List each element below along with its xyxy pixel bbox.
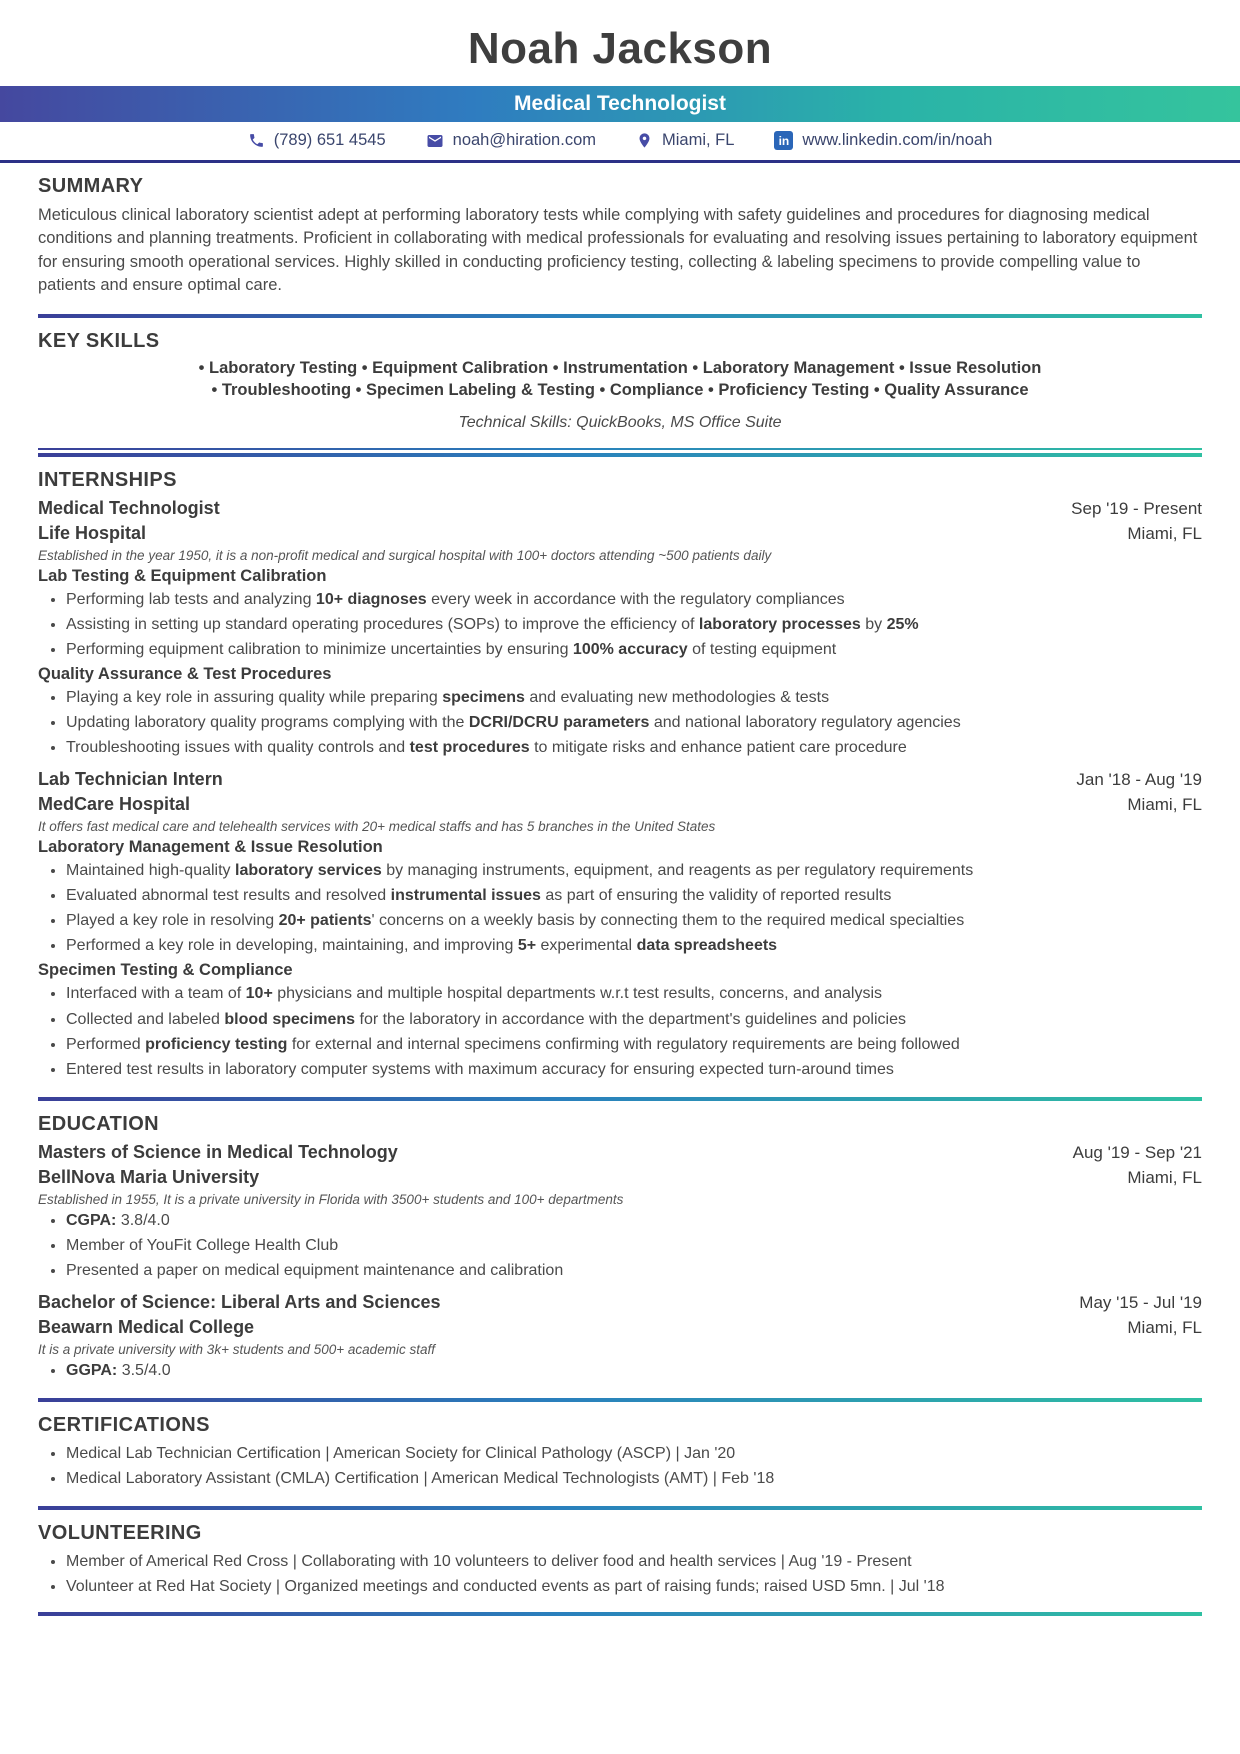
entry-location: Miami, FL	[1127, 1167, 1202, 1187]
section-divider	[38, 453, 1202, 457]
bullet-item: • Updating laboratory quality programs complying with the DCRI/DCRU parameters and national laboratory regulatory agencies	[66, 712, 1202, 734]
entry-org-row	[38, 794, 1202, 815]
entry-groups	[38, 1360, 1202, 1382]
skills-line-2: • Troubleshooting • Specimen Labeling & Testing • Compliance • Proficiency Testing • Quality Assurance	[211, 380, 1029, 399]
person-name: Noah Jackson	[467, 24, 773, 73]
education-heading: EDUCATION	[38, 1112, 160, 1135]
bullet-list	[38, 687, 1202, 759]
entry-groups	[38, 838, 1202, 1081]
section-divider	[38, 1097, 1202, 1101]
entry-dates: Sep '19 - Present	[1071, 498, 1202, 518]
linkedin-icon: in	[774, 131, 793, 150]
internships-heading: INTERNSHIPS	[38, 468, 177, 491]
volunteering-heading: VOLUNTEERING	[38, 1522, 202, 1545]
section-volunteering	[38, 1522, 1202, 1598]
education-entry	[38, 1142, 1202, 1282]
resume-body	[0, 175, 1240, 1616]
location-text: Miami, FL	[661, 131, 735, 149]
internship-entry	[38, 769, 1202, 1081]
internship-entries	[38, 498, 1202, 1081]
entry-location: Miami, FL	[1127, 523, 1202, 543]
job-title: Medical Technologist	[514, 92, 726, 115]
section-divider	[38, 1398, 1202, 1402]
location-contact	[636, 131, 734, 150]
bullet-item: • Collected and labeled blood specimens for the laboratory in accordance with the department's guidelines and policies	[66, 1009, 1202, 1031]
education-entries	[38, 1142, 1202, 1382]
phone-contact[interactable]	[248, 131, 386, 150]
bullet-list	[38, 860, 1202, 957]
bullet-item: • Performed proficiency testing for external and internal specimens confirming with regulatory requirements are being followed	[66, 1034, 1202, 1056]
entry-location: Miami, FL	[1127, 1318, 1202, 1338]
entry-title-row	[38, 769, 1202, 790]
bullet-list	[38, 1360, 1202, 1382]
section-divider	[38, 1612, 1202, 1616]
entry-title-row	[38, 498, 1202, 519]
header-rule	[0, 160, 1240, 163]
bullet-item: • Playing a key role in assuring quality while preparing specimens and evaluating new methodologies & tests	[66, 687, 1202, 709]
bullet-item: • Presented a paper on medical equipment maintenance and calibration	[66, 1260, 1202, 1282]
bullet-item: • Entered test results in laboratory computer systems with maximum accuracy for ensuring expected turn-around times	[66, 1059, 1202, 1081]
bullet-item: • Troubleshooting issues with quality controls and test procedures to mitigate risks and enhance patient care procedure	[66, 737, 1202, 759]
entry-dates: Jan '18 - Aug '19	[1076, 770, 1202, 790]
bullet-item: • Performing lab tests and analyzing 10+ diagnoses every week in accordance with the regulatory compliances	[66, 589, 1202, 611]
section-summary	[38, 175, 1202, 298]
entry-title-row	[38, 1142, 1202, 1163]
internship-entry	[38, 498, 1202, 759]
bullet-item: • Medical Laboratory Assistant (CMLA) Certification | American Medical Technologists (AMT) | Feb '18	[66, 1468, 1202, 1490]
section-internships	[38, 469, 1202, 1081]
entry-org-row	[38, 523, 1202, 544]
certifications-heading: CERTIFICATIONS	[38, 1414, 210, 1437]
entry-title-row	[38, 1292, 1202, 1313]
bullet-list	[38, 589, 1202, 661]
entry-groups	[38, 567, 1202, 759]
divider-thin	[38, 448, 1202, 450]
section-divider	[38, 314, 1202, 318]
section-key-skills	[38, 330, 1202, 432]
entry-organization: BellNova Maria University	[38, 1166, 260, 1187]
entry-organization: Beawarn Medical College	[38, 1317, 255, 1338]
bullet-item: • Performing equipment calibration to minimize uncertainties by ensuring 100% accuracy of testing equipment	[66, 639, 1202, 661]
entry-dates: Aug '19 - Sep '21	[1072, 1142, 1202, 1162]
linkedin-url: www.linkedin.com/in/noah	[802, 131, 993, 149]
skills-line-1: • Laboratory Testing • Equipment Calibration • Instrumentation • Laboratory Management • Issue Resolution	[198, 358, 1042, 377]
bullet-item: • Played a key role in resolving 20+ patients' concerns on a weekly basis by connecting them to the required medical specialties	[66, 910, 1202, 932]
bullet-item: • Volunteer at Red Hat Society | Organized meetings and conducted events as part of raising funds; raised USD 5mn. | Jul '18	[66, 1576, 1202, 1598]
email-contact[interactable]	[426, 131, 596, 150]
section-education	[38, 1113, 1202, 1382]
bullet-item: • Evaluated abnormal test results and resolved instrumental issues as part of ensuring the validity of reported results	[66, 885, 1202, 907]
bullet-group-title: Quality Assurance & Test Procedures	[38, 664, 332, 683]
bullet-group-title: Laboratory Management & Issue Resolution	[38, 838, 383, 857]
technical-skills: Technical Skills: QuickBooks, MS Office Suite	[458, 413, 782, 431]
bullet-item: • Member of YouFit College Health Club	[66, 1235, 1202, 1257]
entry-description: Established in 1955, It is a private university in Florida with 3500+ students and 100+ departments	[38, 1191, 624, 1207]
entry-org-row	[38, 1317, 1202, 1338]
section-divider	[38, 1506, 1202, 1510]
contact-row	[0, 122, 1240, 160]
phone-number: (789) 651 4545	[273, 131, 386, 149]
title-banner	[0, 86, 1240, 122]
entry-groups	[38, 1210, 1202, 1282]
certifications-list	[38, 1443, 1202, 1490]
education-entry	[38, 1292, 1202, 1382]
summary-text: Meticulous clinical laboratory scientist adept at performing laboratory tests while complying with safety guidelines and procedures for diagnosing medical conditions and planning treatments. Proficient in collaborating with medical professionals for evaluating and resolving issues pertaining to laboratory equipment for ensuring smooth operational services. Highly skilled in conducting proficiency testing, collecting & labeling specimens to provide compelling value to patients and ensure optimal care.	[38, 206, 1198, 295]
bullet-item: • Member of Americal Red Cross | Collaborating with 10 volunteers to deliver food and health services | Aug '19 - Present	[66, 1551, 1202, 1573]
bullet-item: • CGPA: 3.8/4.0	[66, 1210, 1202, 1232]
volunteering-list	[38, 1551, 1202, 1598]
bullet-group-title: Specimen Testing & Compliance	[38, 961, 293, 980]
bullet-item: • Assisting in setting up standard operating procedures (SOPs) to improve the efficiency of laboratory processes by 25%	[66, 614, 1202, 636]
bullet-group-title: Lab Testing & Equipment Calibration	[38, 566, 327, 585]
bullet-item: • Interfaced with a team of 10+ physicians and multiple hospital departments w.r.t test results, concerns, and analysis	[66, 983, 1202, 1005]
key-skills-heading: KEY SKILLS	[38, 329, 160, 352]
entry-description: It offers fast medical care and telehealth services with 20+ medical staffs and has 5 branches in the United States	[38, 819, 716, 835]
bullet-item: • Maintained high-quality laboratory services by managing instruments, equipment, and reagents as per regulatory requirements	[66, 860, 1202, 882]
entry-org-row	[38, 1167, 1202, 1188]
entry-role: Medical Technologist	[38, 497, 220, 518]
resume-header	[0, 24, 1240, 163]
entry-location: Miami, FL	[1127, 795, 1202, 815]
linkedin-contact[interactable]	[774, 131, 992, 150]
section-certifications	[38, 1414, 1202, 1490]
location-pin-icon	[636, 132, 653, 149]
summary-heading: SUMMARY	[38, 175, 144, 197]
email-address: noah@hiration.com	[452, 131, 596, 149]
entry-organization: Life Hospital	[38, 522, 147, 543]
bullet-item: • GGPA: 3.5/4.0	[66, 1360, 1202, 1382]
email-icon	[426, 132, 444, 150]
bullet-item: • Performed a key role in developing, maintaining, and improving 5+ experimental data spreadsheets	[66, 935, 1202, 957]
entry-description: Established in the year 1950, it is a non-profit medical and surgical hospital with 100+ doctors attending ~500 patients daily	[38, 547, 772, 563]
bullet-list	[38, 983, 1202, 1080]
entry-organization: MedCare Hospital	[38, 794, 191, 815]
entry-description: It is a private university with 3k+ students and 500+ academic staff	[38, 1342, 435, 1358]
entry-role: Lab Technician Intern	[38, 769, 223, 790]
entry-dates: May '15 - Jul '19	[1079, 1293, 1202, 1313]
bullet-list	[38, 1210, 1202, 1282]
bullet-item: • Medical Lab Technician Certification | American Society for Clinical Pathology (ASCP) | Jan '20	[66, 1443, 1202, 1465]
entry-role: Bachelor of Science: Liberal Arts and Sciences	[38, 1292, 441, 1313]
phone-icon	[248, 132, 265, 149]
entry-role: Masters of Science in Medical Technology	[38, 1141, 398, 1162]
